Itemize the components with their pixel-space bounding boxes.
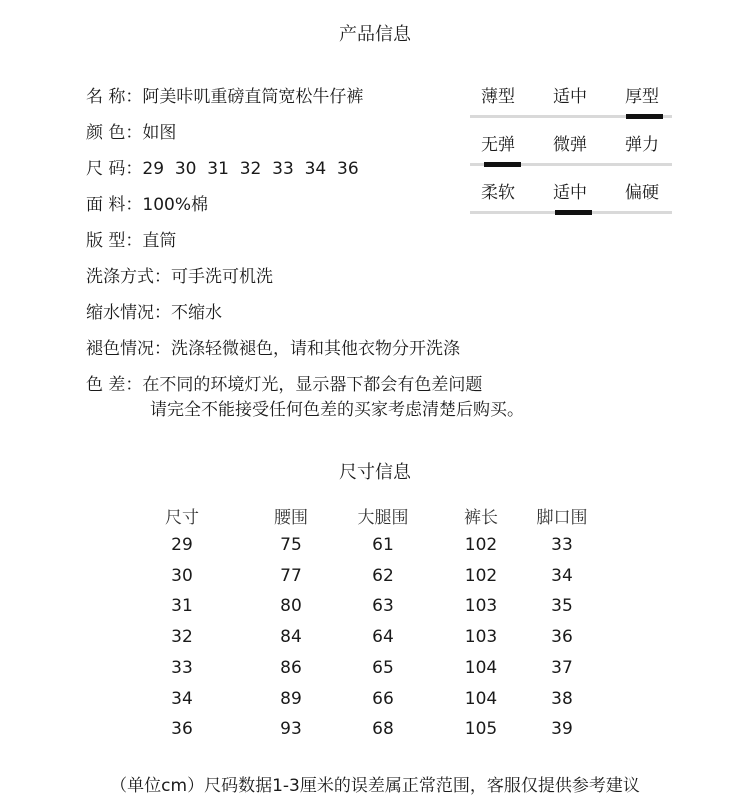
info-value: 100%棉: [142, 195, 209, 215]
table-cell: 77: [280, 565, 302, 586]
table-cell: 36: [551, 627, 573, 648]
info-label: 缩水情况：: [86, 303, 171, 323]
table-cell: 38: [551, 688, 573, 709]
attr-option: 偏硬: [625, 183, 659, 203]
info-value: 洗涤轻微褪色，请和其他衣物分开洗涤: [171, 339, 460, 359]
table-cell: 84: [280, 627, 302, 648]
table-cell: 103: [464, 596, 498, 617]
table-cell: 102: [464, 535, 498, 555]
info-row-color-diff: [86, 370, 482, 395]
table-cell: 36: [171, 719, 193, 740]
info-label: 版 型：: [86, 231, 143, 251]
table-cell: 105: [464, 719, 498, 740]
info-value: 如图: [142, 123, 177, 143]
attr-option: 适中: [553, 87, 587, 107]
column-header: 脚口围: [536, 508, 588, 528]
attr-option: 厚型: [625, 87, 659, 107]
attr-selected-mark: [555, 210, 592, 215]
table-cell: 37: [551, 657, 573, 678]
table-cell: 61: [372, 535, 394, 555]
info-label: 面 料：: [86, 195, 143, 215]
info-row-fabric: [86, 190, 208, 215]
info-label: 色 差：: [86, 375, 143, 395]
attr-option: 柔软: [481, 183, 515, 203]
table-cell: 104: [464, 657, 498, 678]
column-header: 腰围: [274, 508, 308, 528]
size-footnote: （单位cm）尺码数据1-3厘米的误差属正常范围，客服仅提供参考建议: [110, 776, 640, 796]
table-cell: 31: [171, 596, 193, 617]
info-value: 29 30 31 32 33 34 36: [142, 159, 359, 179]
column-header: 尺寸: [165, 508, 199, 528]
info-value: 在不同的环境灯光，显示器下都会有色差问题: [142, 375, 483, 395]
attr-option: 弹力: [625, 135, 659, 155]
info-row-shrinkage: [86, 298, 222, 323]
column-header: 大腿围: [357, 508, 409, 528]
table-cell: 62: [372, 565, 394, 586]
table-cell: 66: [372, 688, 394, 709]
info-label: 名 称：: [86, 87, 143, 107]
table-cell: 33: [551, 535, 573, 555]
table-cell: 86: [280, 657, 302, 678]
info-row-name: [86, 82, 363, 107]
info-row-washing: [86, 262, 273, 287]
table-cell: 34: [551, 565, 573, 586]
attr-selected-mark: [484, 162, 521, 167]
info-label: 尺 码：: [86, 159, 143, 179]
table-cell: 75: [280, 535, 302, 555]
info-label: 颜 色：: [86, 123, 143, 143]
table-cell: 63: [372, 596, 394, 617]
table-cell: 89: [280, 688, 302, 709]
info-row-fading: [86, 334, 460, 359]
table-cell: 65: [372, 657, 394, 678]
info-label: 洗涤方式：: [86, 267, 171, 287]
table-cell: 35: [551, 596, 573, 617]
table-cell: 39: [551, 719, 573, 740]
attr-option: 薄型: [481, 87, 515, 107]
table-cell: 33: [171, 657, 193, 678]
table-cell: 80: [280, 596, 302, 617]
info-row-color: [86, 118, 176, 143]
table-cell: 29: [171, 535, 193, 555]
attr-option: 适中: [553, 183, 587, 203]
info-value: 阿美咔叽重磅直筒宽松牛仔裤: [142, 87, 364, 107]
info-row-size: [86, 154, 359, 179]
table-cell: 30: [171, 565, 193, 586]
table-cell: 102: [464, 565, 498, 586]
attr-option: 无弹: [481, 135, 515, 155]
table-cell: 93: [280, 719, 302, 740]
info-label: 褪色情况：: [86, 339, 171, 359]
table-cell: 64: [372, 627, 394, 648]
table-cell: 32: [171, 627, 193, 648]
info-value: 直筒: [142, 231, 177, 251]
table-cell: 104: [464, 688, 498, 709]
product-info-title: 产品信息: [339, 24, 411, 45]
info-value: 可手洗可机洗: [171, 267, 273, 287]
attr-option: 微弹: [553, 135, 587, 155]
color-diff-line2: 请完全不能接受任何色差的买家考虑清楚后购买。: [150, 400, 524, 420]
column-header: 裤长: [464, 508, 498, 528]
info-row-fit: [86, 226, 176, 251]
info-value: 不缩水: [171, 303, 222, 323]
attr-selected-mark: [626, 114, 663, 119]
table-cell: 34: [171, 688, 193, 709]
table-cell: 103: [464, 627, 498, 648]
table-cell: 68: [372, 719, 394, 740]
size-info-title: 尺寸信息: [339, 462, 411, 483]
